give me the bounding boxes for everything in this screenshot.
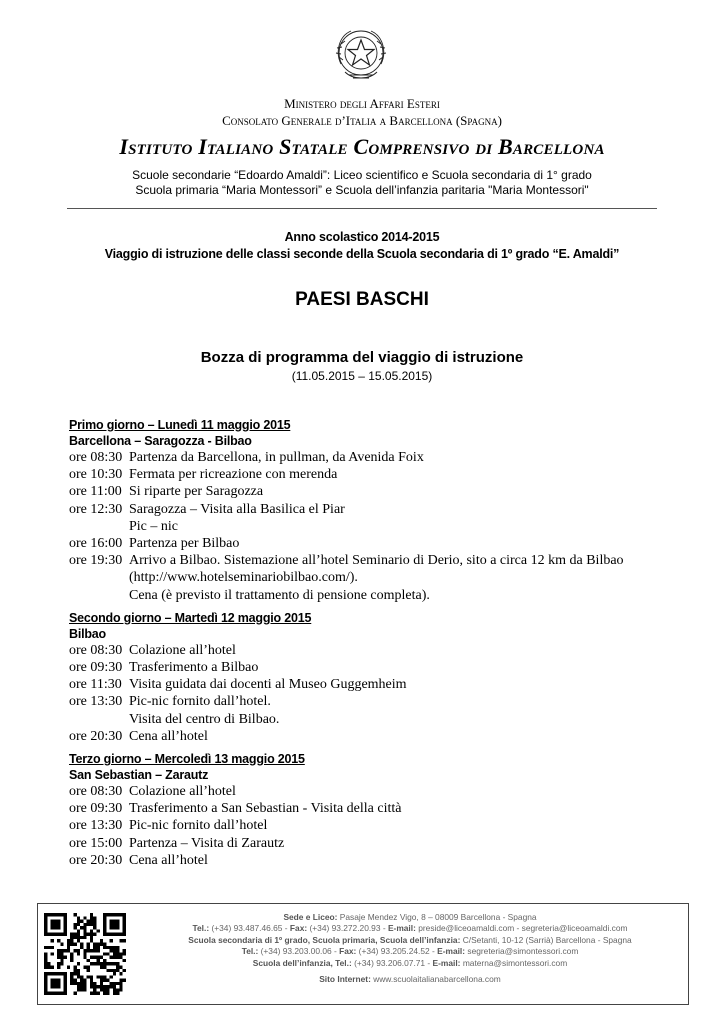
schedule-time: ore 13:30 <box>69 818 123 834</box>
schedule-activity: Arrivo a Bilbao. Sistemazione all’hotel Seminario di Derio, sito a circa 12 km da Bilbao <box>129 553 624 569</box>
schedule-time: ore 10:30 <box>69 467 123 483</box>
draft-title: Bozza di programma del viaggio di istruzione <box>200 349 524 366</box>
schedule-item <box>69 800 669 817</box>
schedule-item <box>69 659 669 676</box>
schedule-activity: Saragozza – Visita alla Basilica el Piar <box>129 501 345 517</box>
header-divider <box>67 208 657 209</box>
schedule-item <box>69 552 669 569</box>
schedule-item <box>69 817 669 834</box>
footer-contacts <box>134 912 686 985</box>
schedule-activity: Trasferimento a Bilbao <box>129 660 259 676</box>
schedule-activity: Partenza da Barcellona, in pullman, da Avenida Foix <box>129 450 424 465</box>
schedule-activity: Trasferimento a San Sebastian - Visita della città <box>129 801 402 817</box>
website-link[interactable]: www.scuolaitalianabarcellona.com <box>373 974 501 985</box>
day-route: Bilbao <box>69 626 106 641</box>
footer-secondary-contacts: Tel.: (+34) 93.203.00.06 - Fax: (+34) 93.205.24.52 - E-mail: segreteria@simontessori.com <box>241 946 579 957</box>
footer-infanzia-line: Scuola dell’infanzia, Tel.: (+34) 93.206.07.71 - E-mail: materna@simontessori.com <box>252 957 568 968</box>
schedule-activity: Fermata per ricreazione con merenda <box>129 467 338 483</box>
schedule-activity: Partenza per Bilbao <box>129 536 240 552</box>
schedule-item <box>69 693 669 710</box>
qr-code-icon <box>44 913 126 995</box>
day-heading: Terzo giorno – Mercoledì 13 maggio 2015 <box>69 752 305 767</box>
footer-sede-contacts: Tel.: (+34) 93.487.46.65 - Fax: (+34) 93.272.20.93 - E-mail: preside@liceoamaldi.com - segreteria@liceoamaldi.com <box>192 923 628 934</box>
schedule-activity: Colazione all’hotel <box>129 642 236 658</box>
day-heading: Secondo giorno – Martedì 12 maggio 2015 <box>69 610 312 625</box>
trip-intro <box>0 229 724 263</box>
schedule-item <box>69 569 669 586</box>
ministry-name: Ministero degli Affari Esteri <box>284 96 440 111</box>
footer-sede-line: Sede e Liceo: Pasaje Mendez Vigo, 8 – 08009 Barcellona - Spagna <box>283 912 537 922</box>
schedule-time: ore 09:30 <box>69 801 123 817</box>
schools-line-2: Scuola primaria “Maria Montessori” e Scuola dell’infanzia paritaria "Maria Montessori" <box>135 183 589 197</box>
schedule-time <box>69 569 129 586</box>
document-title: PAESI BASCHI <box>295 289 429 310</box>
schedule-time <box>69 711 129 728</box>
schedule-item <box>69 518 669 535</box>
schedule-item <box>69 466 669 483</box>
schedule-item <box>69 449 669 466</box>
day-heading: Primo giorno – Lunedì 11 maggio 2015 <box>69 418 291 432</box>
program <box>69 417 669 869</box>
schedule-time: ore 20:30 <box>69 728 123 744</box>
schedule-item <box>69 483 669 500</box>
schedule-item <box>69 728 669 745</box>
schedule-activity: Pic-nic fornito dall’hotel. <box>129 694 271 710</box>
schedule-item <box>69 587 669 604</box>
schedule-time: ore 09:30 <box>69 660 123 676</box>
schedule-activity: Cena (è previsto il trattamento di pensione completa). <box>129 587 430 603</box>
schedule-time: ore 11:30 <box>69 677 122 693</box>
schedule-item <box>69 711 669 728</box>
schedule-item <box>69 535 669 552</box>
trip-dates: (11.05.2015 – 15.05.2015) <box>291 369 433 383</box>
schedule-time: ore 11:00 <box>69 484 122 500</box>
schedule-time: ore 12:30 <box>69 501 123 517</box>
trip-description: Viaggio di istruzione delle classi seconde della Scuola secondaria di 1º grado “E. Amaldi” <box>104 247 620 261</box>
consulate-name: Consolato Generale d’Italia a Barcellona (Spagna) <box>222 113 502 128</box>
schools-description <box>0 168 724 198</box>
schedule-activity: Partenza – Visita di Zarautz <box>129 835 285 851</box>
schedule-time: ore 08:30 <box>69 784 123 800</box>
schedule-time <box>69 587 129 604</box>
schedule-activity: Visita guidata dai docenti al Museo Guggemheim <box>129 677 407 693</box>
schedule-time: ore 15:00 <box>69 835 123 851</box>
footer-secondary-line: Scuola secondaria di 1º grado, Scuola primaria, Scuola dell’infanzia: C/Setanti, 10-12 (Sarrià) Barcellona - Spagna <box>188 934 632 945</box>
schedule-time: ore 13:30 <box>69 694 123 710</box>
schedule-item <box>69 852 669 869</box>
schedule-activity: Pic-nic fornito dall’hotel <box>129 818 268 834</box>
schedule-item <box>69 642 669 659</box>
schedule-time: ore 08:30 <box>69 450 123 465</box>
schools-line-1: Scuole secondarie “Edoardo Amaldi”: Liceo scientifico e Scuola secondaria di 1° grado <box>132 168 592 182</box>
schedule-item <box>69 835 669 852</box>
schedule-activity: Pic – nic <box>129 518 178 534</box>
schedule-item <box>69 783 669 800</box>
schedule-activity: Colazione all’hotel <box>129 784 236 800</box>
schedule-activity: Si riparte per Saragozza <box>129 484 264 500</box>
schedule-time: ore 20:30 <box>69 852 123 868</box>
institute-title: Istituto Italiano Statale Comprensivo di Barcellona <box>119 134 605 159</box>
italian-republic-emblem-icon <box>331 22 391 84</box>
footer <box>37 903 689 1005</box>
schedule-activity: Cena all’hotel <box>129 728 208 744</box>
ministry-header <box>0 95 724 129</box>
schedule-item <box>69 676 669 693</box>
footer-website: Sito Internet: www.scuolaitalianabarcellona.com <box>319 974 501 985</box>
schedule-activity: Cena all’hotel <box>129 852 208 868</box>
schedule-time <box>69 518 129 535</box>
schedule-activity: Visita del centro di Bilbao. <box>129 711 280 727</box>
schedule-activity: (http://www.hotelseminariobilbao.com/). <box>129 570 358 586</box>
schedule-time: ore 08:30 <box>69 642 123 658</box>
schedule-time: ore 19:30 <box>69 553 123 569</box>
day-route: San Sebastian – Zarautz <box>69 768 209 783</box>
school-year: Anno scolastico 2014-2015 <box>284 230 440 244</box>
day-route: Barcellona – Saragozza - Bilbao <box>69 434 252 448</box>
schedule-item <box>69 501 669 518</box>
schedule-time: ore 16:00 <box>69 536 123 552</box>
